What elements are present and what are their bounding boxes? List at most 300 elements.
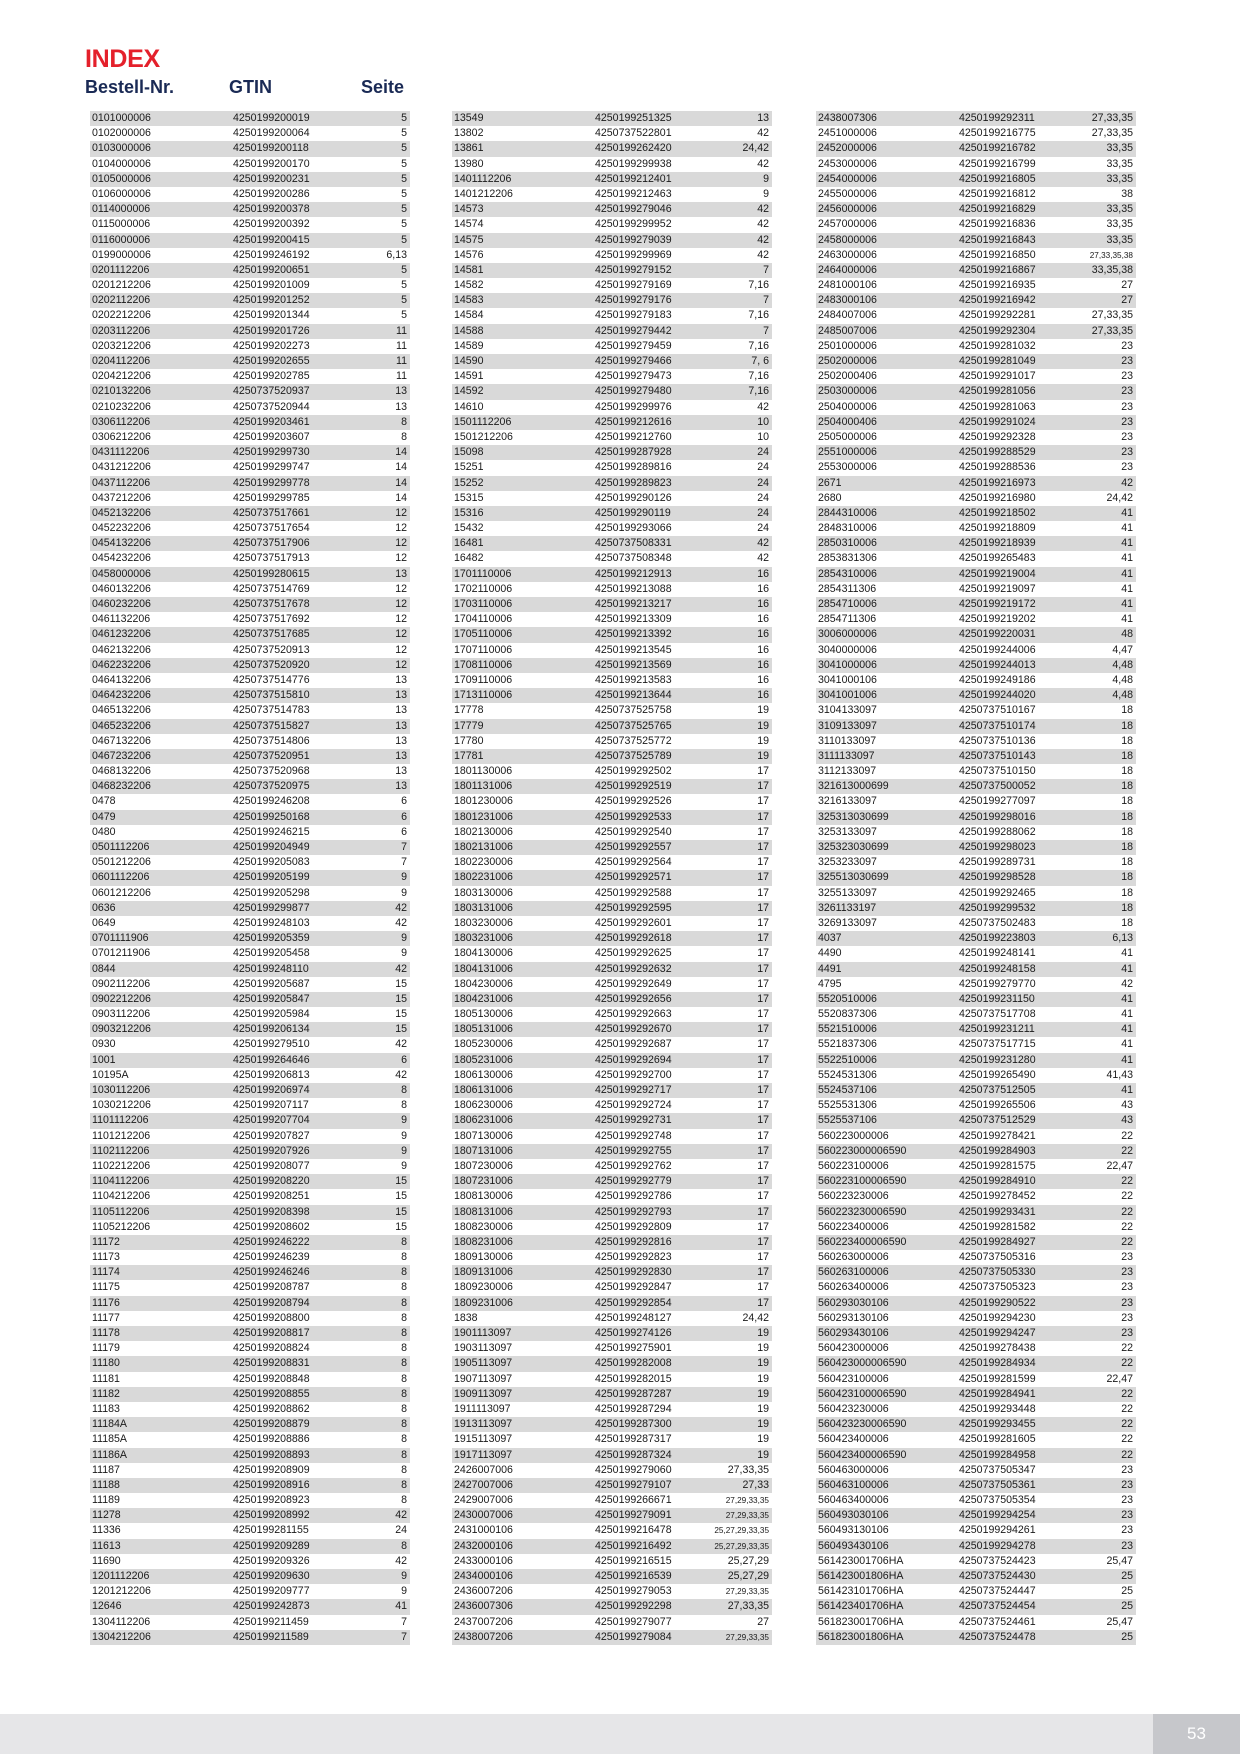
- order-number: 2502000406: [818, 370, 877, 383]
- page-ref: 5: [401, 142, 407, 155]
- index-row: [452, 870, 772, 885]
- gtin: 4250737510167: [959, 704, 1036, 717]
- order-number: 1713110006: [454, 689, 513, 702]
- gtin: 4250199290119: [595, 506, 671, 519]
- index-row: [452, 111, 772, 126]
- page-ref: 22: [1121, 1342, 1133, 1355]
- index-row: [90, 1068, 410, 1083]
- gtin: 4250737514776: [233, 673, 310, 686]
- gtin: 4250199292465: [959, 886, 1036, 899]
- index-row: [90, 734, 410, 749]
- gtin: 4250199219202: [959, 613, 1036, 626]
- order-number: 2426007006: [454, 1463, 513, 1476]
- page-ref: 17: [757, 962, 769, 975]
- page-ref: 5: [401, 263, 407, 276]
- index-row: [90, 749, 410, 764]
- index-row: [816, 1584, 1136, 1599]
- gtin: 4250199216799: [959, 157, 1036, 170]
- gtin: 4250737520968: [233, 765, 310, 778]
- gtin: 4250199279039: [595, 233, 672, 246]
- order-number: 11180: [92, 1357, 120, 1370]
- order-number: 11187: [92, 1463, 120, 1476]
- page-ref: 18: [1121, 841, 1133, 853]
- index-row: [90, 597, 410, 612]
- index-row: [816, 612, 1136, 627]
- page-ref: 6: [401, 1053, 407, 1066]
- gtin: 4250199299877: [233, 901, 310, 914]
- page-ref: 5: [401, 127, 407, 140]
- index-row: [90, 476, 410, 491]
- index-row: [452, 1508, 772, 1523]
- page-ref: 13: [395, 734, 407, 747]
- index-row: [90, 369, 410, 384]
- index-row: [816, 217, 1136, 232]
- order-number: 16481: [454, 537, 484, 550]
- order-number: 2671: [818, 476, 842, 489]
- page-ref: 41: [395, 1600, 407, 1613]
- page-ref: 42: [395, 1068, 407, 1081]
- page-ref: 13: [395, 719, 407, 732]
- gtin: 4250199293066: [595, 522, 672, 535]
- page-ref: 13: [395, 400, 407, 413]
- gtin: 4250199279473: [595, 370, 672, 383]
- order-number: 14589: [454, 339, 484, 352]
- page-ref: 16: [757, 673, 769, 686]
- page-ref: 9: [401, 871, 407, 884]
- order-number: 11175: [92, 1281, 120, 1294]
- order-number: 0201112206: [92, 263, 150, 276]
- order-number: 1105112206: [92, 1205, 150, 1218]
- gtin: 4250199216850: [959, 248, 1036, 261]
- page-ref: 17: [757, 992, 769, 1005]
- gtin: 4250199287324: [595, 1448, 672, 1461]
- index-row: [90, 870, 410, 885]
- order-number: 2437007206: [454, 1615, 513, 1628]
- index-row: [452, 1037, 772, 1052]
- index-row: [90, 1113, 410, 1128]
- gtin: 4250199290126: [595, 491, 672, 504]
- page-ref: 14: [395, 491, 407, 504]
- index-row: [90, 248, 410, 263]
- order-number: 2844310006: [818, 506, 877, 519]
- page-ref: 12: [395, 552, 407, 565]
- page-ref: 13: [395, 567, 407, 580]
- gtin: 4250737520913: [233, 643, 310, 656]
- order-number: 560423400006: [818, 1433, 889, 1446]
- gtin: 4250199292557: [595, 841, 672, 853]
- order-number: 560263000006: [818, 1251, 889, 1264]
- order-number: 560493030106: [818, 1509, 889, 1522]
- index-row: [816, 1356, 1136, 1371]
- gtin: 4250199200118: [233, 142, 309, 155]
- order-number: 1805230006: [454, 1038, 513, 1051]
- index-row: [816, 734, 1136, 749]
- order-number: 2854311306: [818, 582, 877, 595]
- order-number: 0452132206: [92, 506, 151, 519]
- order-number: 560423230006: [818, 1402, 889, 1415]
- gtin: 4250199205199: [233, 871, 310, 884]
- gtin: 4250199211589: [233, 1630, 309, 1643]
- index-row: [452, 1053, 772, 1068]
- footer-bar: [0, 1714, 1240, 1754]
- order-number: 5524531306: [818, 1068, 877, 1081]
- page-ref: 17: [757, 1038, 769, 1051]
- index-row: [816, 810, 1136, 825]
- gtin: 4250199213583: [595, 673, 672, 686]
- order-number: 2438007206: [454, 1630, 513, 1643]
- index-row: [452, 1007, 772, 1022]
- page-ref: 42: [757, 218, 769, 231]
- page-ref: 33,35: [1106, 203, 1133, 216]
- page-ref: 5: [401, 187, 407, 200]
- page-ref: 27: [1121, 279, 1133, 292]
- order-number: 1104212206: [92, 1190, 151, 1203]
- page-ref: 8: [401, 1099, 407, 1112]
- page-ref: 17: [757, 1129, 769, 1142]
- index-row: [816, 643, 1136, 658]
- page-ref: 23: [1121, 385, 1133, 398]
- page-ref: 41: [1121, 947, 1133, 960]
- page-ref: 41: [1121, 1023, 1133, 1036]
- order-number: 560423400006590: [818, 1448, 907, 1461]
- order-number: 2454000006: [818, 172, 877, 185]
- gtin: 4250199294247: [959, 1327, 1036, 1339]
- order-number: 17780: [454, 734, 484, 747]
- index-row: [452, 703, 772, 718]
- order-number: 0437112206: [92, 476, 151, 489]
- order-number: 14588: [454, 324, 484, 337]
- index-row: [816, 1037, 1136, 1052]
- order-number: 15251: [454, 461, 484, 474]
- gtin: 4250199213309: [595, 613, 672, 626]
- page-ref: 18: [1121, 901, 1133, 914]
- order-number: 560223000006590: [818, 1144, 907, 1157]
- page-ref: 23: [1121, 1296, 1133, 1309]
- index-row: [816, 1296, 1136, 1311]
- page-ref: 8: [401, 1281, 407, 1294]
- index-row: [452, 1235, 772, 1250]
- page-ref: 13: [395, 673, 407, 686]
- index-row: [90, 172, 410, 187]
- index-row: [452, 1174, 772, 1189]
- index-row: [816, 430, 1136, 445]
- page-ref: 41: [1121, 992, 1133, 1005]
- page-ref: 19: [757, 1433, 769, 1446]
- page-ref: 10: [757, 415, 769, 428]
- order-number: 0454232206: [92, 552, 151, 565]
- order-number: 0501212206: [92, 856, 151, 869]
- gtin: 4250199208992: [233, 1509, 310, 1522]
- index-row: [816, 794, 1136, 809]
- index-row: [452, 1432, 772, 1447]
- index-row: [816, 901, 1136, 916]
- index-row: [452, 567, 772, 582]
- page-ref: 22,47: [1106, 1159, 1133, 1172]
- page-ref: 25,27,29: [727, 1570, 769, 1582]
- page-ref: 22: [1121, 1175, 1133, 1188]
- order-number: 15316: [454, 506, 484, 519]
- page-ref: 27,33,35: [1091, 309, 1133, 322]
- index-row: [90, 1007, 410, 1022]
- index-row: [816, 1539, 1136, 1554]
- index-row: [816, 855, 1136, 870]
- order-number: 2433000106: [454, 1554, 513, 1567]
- gtin: 4250199287287: [595, 1387, 672, 1400]
- index-row: [452, 764, 772, 779]
- page-ref: 33,35: [1106, 172, 1133, 185]
- index-row: [816, 1630, 1136, 1645]
- index-row: [90, 1083, 410, 1098]
- index-row: [816, 673, 1136, 688]
- page-ref: 5: [401, 294, 407, 307]
- order-number: 11690: [92, 1554, 121, 1567]
- index-row: [452, 673, 772, 688]
- order-number: 1909113097: [454, 1387, 513, 1400]
- page-ref: 16: [757, 582, 769, 595]
- gtin: 4250199218502: [959, 506, 1036, 519]
- index-row: [90, 1569, 410, 1584]
- index-row: [90, 916, 410, 931]
- page-ref: 16: [757, 628, 769, 641]
- page-ref: 11: [396, 339, 407, 352]
- order-number: 2452000006: [818, 142, 877, 155]
- order-number: 3112133097: [818, 765, 877, 778]
- index-row: [452, 217, 772, 232]
- gtin: 4250737505323: [959, 1281, 1036, 1294]
- gtin: 4250199208909: [233, 1463, 310, 1476]
- order-number: 560423100006590: [818, 1387, 907, 1400]
- index-row: [452, 1098, 772, 1113]
- gtin: 4250199292519: [595, 780, 672, 793]
- order-number: 2848310006: [818, 522, 877, 535]
- index-row: [452, 582, 772, 597]
- gtin: 4250199242873: [233, 1600, 310, 1613]
- gtin: 4250199299976: [595, 400, 672, 413]
- index-row: [90, 551, 410, 566]
- index-row: [90, 612, 410, 627]
- index-column-2: [452, 111, 772, 1645]
- gtin: 4250737510150: [959, 765, 1036, 778]
- page-ref: 24: [757, 522, 769, 535]
- page-ref: 9: [401, 1144, 407, 1157]
- order-number: 3253233097: [818, 856, 877, 869]
- order-number: 13802: [454, 127, 484, 140]
- gtin: 4250199205298: [233, 886, 310, 899]
- page-ref: 27,29,33,35: [725, 1632, 769, 1642]
- index-row: [452, 977, 772, 992]
- page-ref: 17: [757, 1266, 769, 1279]
- index-row: [90, 1417, 410, 1432]
- order-number: 2503000006: [818, 385, 877, 398]
- index-row: [90, 962, 410, 977]
- page-ref: 6,13: [386, 248, 407, 261]
- page-ref: 6: [401, 810, 407, 823]
- page-ref: 6: [401, 825, 407, 838]
- order-number: 11183: [92, 1402, 120, 1415]
- order-number: 4490: [818, 947, 842, 960]
- index-row: [816, 293, 1136, 308]
- order-number: 1801231006: [454, 810, 513, 823]
- gtin: 4250199209630: [233, 1570, 310, 1582]
- order-number: 13980: [454, 157, 484, 170]
- page-ref: 19: [757, 1448, 769, 1461]
- gtin: 4250199299730: [233, 446, 310, 459]
- gtin: 4250737520951: [233, 749, 310, 762]
- page-ref: 23: [1121, 370, 1133, 383]
- order-number: 1806130006: [454, 1068, 513, 1081]
- page-ref: 23: [1121, 446, 1133, 459]
- order-number: 2854711306: [818, 613, 877, 626]
- gtin: 4250199208251: [233, 1190, 310, 1203]
- index-column-1: [90, 111, 410, 1645]
- index-row: [816, 1372, 1136, 1387]
- order-number: 1703110006: [454, 598, 513, 610]
- page-ref: 41: [1121, 1084, 1133, 1096]
- page-ref: 42: [757, 127, 769, 140]
- gtin: 4250199208831: [233, 1357, 310, 1370]
- index-row: [452, 1569, 772, 1584]
- gtin: 4250737517692: [233, 613, 310, 626]
- gtin: 4250199292663: [595, 1008, 672, 1021]
- order-number: 0701111906: [92, 932, 149, 945]
- gtin: 4250199292571: [595, 871, 672, 884]
- gtin: 4250199292748: [595, 1129, 672, 1142]
- page-ref: 9: [763, 172, 769, 185]
- page-ref: 7,16: [748, 309, 769, 322]
- page-ref: 23: [1121, 1251, 1133, 1264]
- gtin: 4250199216867: [959, 263, 1036, 276]
- order-number: 11185A: [92, 1433, 127, 1446]
- index-row: [816, 1448, 1136, 1463]
- page-ref: 17: [757, 1281, 769, 1294]
- page-ref: 8: [401, 1357, 407, 1370]
- page-ref: 17: [757, 871, 769, 884]
- order-number: 14610: [454, 400, 484, 413]
- gtin: 4250737510143: [959, 749, 1036, 762]
- index-row: [816, 445, 1136, 460]
- gtin: 4250199292670: [595, 1023, 672, 1036]
- gtin: 4250199249186: [959, 673, 1036, 686]
- index-row: [452, 1083, 772, 1098]
- order-number: 14574: [454, 218, 484, 231]
- index-row: [90, 324, 410, 339]
- order-number: 17781: [454, 749, 484, 762]
- order-number: 560223400006: [818, 1220, 889, 1233]
- order-number: 0844: [92, 962, 116, 975]
- page-ref: 8: [401, 1463, 407, 1476]
- page-ref: 14: [395, 476, 407, 489]
- order-number: 5521510006: [818, 1023, 877, 1036]
- index-row: [452, 1599, 772, 1614]
- page-ref: 33,35,38: [1091, 263, 1133, 276]
- gtin: 4250199299952: [595, 218, 672, 231]
- gtin: 4250737522801: [595, 127, 672, 140]
- index-row: [452, 445, 772, 460]
- index-row: [90, 1159, 410, 1174]
- order-number: 2463000006: [818, 248, 877, 261]
- gtin: 4250199200019: [233, 112, 310, 124]
- page-ref: 27,33,35,38: [1089, 250, 1133, 260]
- index-row: [90, 1387, 410, 1402]
- order-number: 1903113097: [454, 1342, 513, 1355]
- gtin: 4250199298023: [959, 841, 1036, 853]
- order-number: 561823001806HA: [818, 1630, 904, 1643]
- page-ref: 16: [757, 643, 769, 656]
- gtin: 4250199292632: [595, 962, 672, 975]
- index-row: [816, 400, 1136, 415]
- page-ref: 23: [1121, 1266, 1133, 1279]
- order-number: 0452232206: [92, 522, 151, 535]
- index-row: [90, 157, 410, 172]
- index-row: [452, 1523, 772, 1538]
- gtin: 4250199298016: [959, 810, 1036, 823]
- gtin: 4250199292601: [595, 916, 672, 929]
- page-ref: 27,33,35: [1091, 324, 1133, 337]
- order-number: 2427007006: [454, 1478, 513, 1491]
- index-row: [816, 1280, 1136, 1295]
- order-number: 2429007006: [454, 1494, 513, 1507]
- order-number: 561423401706HA: [818, 1600, 904, 1613]
- page-ref: 8: [401, 1418, 407, 1431]
- order-number: 1915113097: [454, 1433, 513, 1446]
- gtin: 4250737517708: [959, 1008, 1036, 1021]
- page-ref: 15: [395, 977, 407, 990]
- index-row: [452, 415, 772, 430]
- index-row: [452, 1280, 772, 1295]
- order-number: 1104112206: [92, 1175, 150, 1188]
- gtin: 4250199207117: [233, 1099, 309, 1112]
- order-number: 560223230006: [818, 1190, 889, 1203]
- gtin: 4250199216478: [595, 1524, 672, 1537]
- index-row: [452, 962, 772, 977]
- order-number: 0210132206: [92, 385, 151, 398]
- gtin: 4250199292649: [595, 977, 672, 990]
- gtin: 4250199212913: [595, 567, 672, 580]
- page-ref: 7: [401, 841, 407, 853]
- gtin: 4250737524430: [959, 1570, 1036, 1582]
- gtin: 4250199231211: [959, 1023, 1035, 1036]
- order-number: 0202112206: [92, 294, 151, 307]
- index-row: [452, 263, 772, 278]
- gtin: 4250199200378: [233, 203, 310, 216]
- index-row: [452, 1463, 772, 1478]
- index-row: [816, 764, 1136, 779]
- gtin: 4250199213088: [595, 582, 672, 595]
- index-row: [90, 1372, 410, 1387]
- index-row: [90, 886, 410, 901]
- page-ref: 17: [757, 1205, 769, 1218]
- index-row: [452, 1448, 772, 1463]
- page-ref: 15: [395, 992, 407, 1005]
- order-number: 0431212206: [92, 461, 151, 474]
- gtin: 4250199212463: [595, 187, 672, 200]
- gtin: 4250199299532: [959, 901, 1036, 914]
- order-number: 13861: [454, 142, 484, 155]
- order-number: 5520837306: [818, 1008, 877, 1021]
- index-row: [816, 1129, 1136, 1144]
- index-row: [816, 187, 1136, 202]
- index-row: [90, 293, 410, 308]
- index-row: [90, 825, 410, 840]
- index-row: [452, 810, 772, 825]
- page-ref: 17: [757, 947, 769, 960]
- gtin: 4250199200286: [233, 187, 310, 200]
- order-number: 0203212206: [92, 339, 151, 352]
- gtin: 4250199281032: [959, 339, 1036, 352]
- gtin: 4250199202273: [233, 339, 310, 352]
- gtin: 4250199279466: [595, 355, 672, 367]
- gtin: 4250199213392: [595, 628, 672, 641]
